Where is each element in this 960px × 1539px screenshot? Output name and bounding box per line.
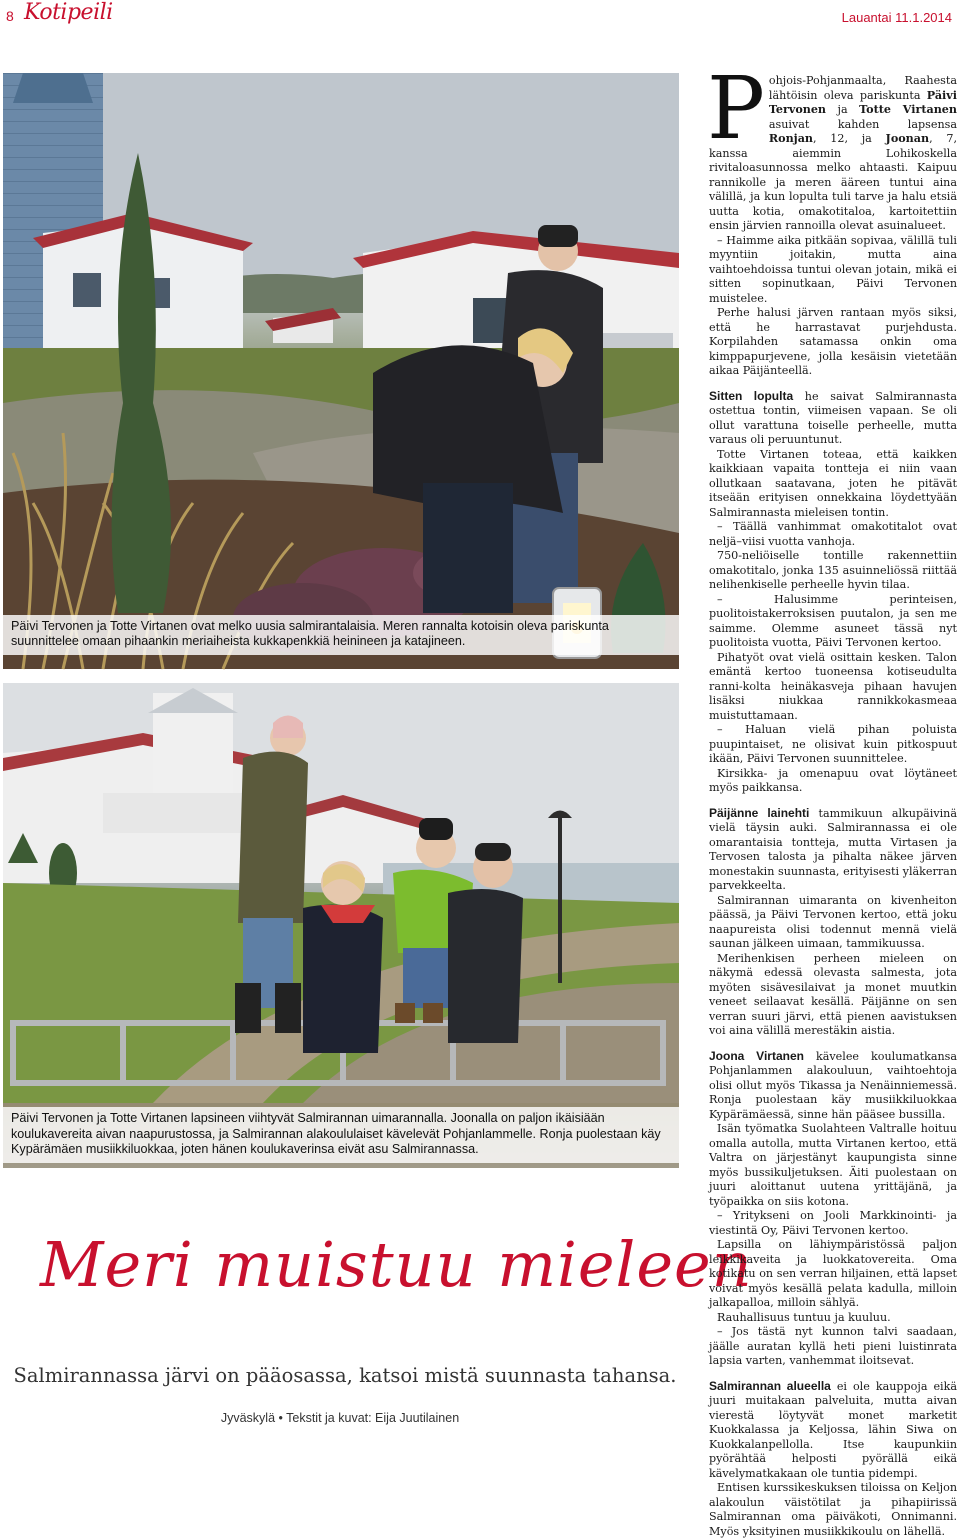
lead-text: asuivat kahden lapsensa [768, 117, 957, 131]
lead-paragraph [707, 59, 958, 234]
section-kicker: Päijänne lainehti [709, 805, 810, 820]
paragraph: Kirsikka- ja omenapuu ovat löytäneet myös paikkansa. [709, 766, 957, 794]
issue-date: Lauantai 11.1.2014 [841, 10, 952, 25]
page-header [0, 0, 960, 30]
photo-family-beach [3, 683, 679, 1168]
paragraph: Entisen kurssikeskuksen tiloissa on Keljon alakoulun väistötilat ja pihapiirissä Salmirannan oma päiväkoti, Onnimanni. Myös yksityinen musiikkikoulu on lähellä. [709, 1481, 957, 1538]
section-paragraph [709, 1379, 957, 1482]
paragraph: Isän työmatka Suolahteen Valtralle hoituu omalla autolla, mutta Virtanen kertoo, että Valtra on järjestänyt kaupungista sinne myös bussikuljetuksen. Äiti puolestaan on juuri aloittanut uutena yrittäjänä, ja työpaikka on siis kotona. [709, 1122, 957, 1208]
lead-text: ohjois-Pohjanmaalta, Raahesta lähtöisin oleva pariskunta [768, 74, 957, 102]
section-kicker: Sitten lopulta [709, 388, 794, 403]
article-body [707, 59, 958, 1539]
person-name: Totte Virtanen [859, 103, 957, 116]
lead-text: , 12, ja [813, 132, 886, 145]
paragraph: Totte Virtanen toteaa, että kaikken kaikkiaan vapaita tontteja ei niin vaan ollutkaan saatavana, joten he pitävät itseään erityisen onnekkaina löydettyään Salmirannasta mieleisen tontin. [709, 447, 957, 519]
paragraph: – Halusimme perinteisen, puolitoistakerroksisen puutalon, ja sen me saimme. Olemme asuneet tässä nyt puolitoista vuotta, Päivi Tervonen kertoo. [709, 592, 957, 649]
article-subtitle: Salmirannassa järvi on pääosassa, katsoi mistä suunnasta tahansa. [13, 1364, 677, 1387]
paragraph: Salmirannan uimaranta on kivenheiton päässä, ja Päivi Tervonen kertoo, että joku naapureista olisi todennut mennä vielä saunan jälkeen uimaan, tammikuussa. [709, 893, 957, 950]
paragraph-text: tammikuun alkupäivinä vielä täysin auki. Salmirannassa ei ole omarantaisia tontteja, mutta Virtasen ja Tervosen talosta ja pihalta näkee järven monestakin suunnasta, erityisesti yläkerran parvekkeelta. [709, 806, 957, 892]
article-headline: Meri muistuu mieleen [40, 1228, 753, 1301]
photo-caption: Päivi Tervonen ja Totte Virtanen lapsineen viihtyvät Salmirannan uimarannalla. Joonalla on paljon ikäisiään koulukavereita aivan naapurustossa, ja Salmirannan alakoululaiset kävelevät Pohjanlammelle. Ronja puolestaan käy Kypärämäen musiikkiluokkaa, joten hänen koulukaverinsa eivät asu Salmirannassa. [3, 1107, 679, 1163]
lead-text: , 7, kanssa aiemmin Lohikoskella rivitaloasunnossa melko ahtaasti. Kaipuu rannikolle ja meren ääreen tuntui aina välillä, ja kun lopulta tuli tarve ja halu etsiä uutta kotia, omakotitaloa, kartoitettiin ensin järvien rannoilla olevat asuinalueet. [709, 132, 958, 232]
paragraph: – Yritykseni on Jooli Markkinointi- ja viestintä Oy, Päivi Tervonen kertoo. [709, 1209, 957, 1237]
family-photo-illustration [3, 683, 679, 1168]
article-byline: Jyväskylä • Tekstit ja kuvat: Eija Juutilainen [220, 1411, 460, 1425]
lead-text: ja [826, 103, 860, 116]
person-name: Päivi Tervonen [768, 88, 957, 116]
paragraph: – Jos tästä nyt kunnon talvi saadaan, jäälle auratan kyllä heti pieni luistinrata lapsia varten, vanhemmat iloitsevat. [709, 1325, 957, 1367]
paragraph: – Haimme aika pitkään sopivaa, välillä tuli myyntiin joitakin, mutta aina vaihtoehdoissa tuntui olevan jotain, mikä ei sitten sopinutkaan, Päivi Tervonen muistelee. [709, 233, 957, 305]
garden-photo-illustration [3, 73, 679, 669]
page-number: 8 [6, 8, 14, 24]
person-name: Ronjan [768, 132, 814, 145]
section-logo: Kotipeili [24, 0, 113, 25]
section-kicker: Joona Virtanen [709, 1048, 804, 1063]
paragraph-text: kävelee koulumatkansa Pohjanlammen alakouluun, vaihtoehtoja olisi ollut myös Tikassa ja Nenäinniemessä. Ronja puolestaan käy musiikkiluokkaa Kypärämäessä, sinne hän pääsee bussilla. [709, 1049, 958, 1121]
photo-caption: Päivi Tervonen ja Totte Virtanen ovat melko uusia salmirantalaisia. Meren rannalta kotoisin oleva pariskunta suunnittelee omaan pihaankin meriaiheista kukkapenkkiä heinineen ja katajineen. [3, 615, 679, 655]
drop-cap: P [707, 59, 765, 159]
paragraph: Lapsilla on lähiympäristössä paljon leikkikaveita ja luokkatovereita. Oma kotikatu on sen verran hiljainen, että lapset voivat myös kesällä pelata kadulla, milloin jalkapalloa, milloin sählyä. [709, 1238, 957, 1309]
paragraph: – Haluan vielä pihan poluista puupintaiset, ne olisivat kuin pitkospuut ikään, Päivi Tervonen suunnittelee. [709, 723, 957, 765]
paragraph: 750-neliöiselle tontille rakennettiin omakotitalo, jonka 135 asuinneliössä riittää nelihenkiselle perheelle hyvin tilaa. [709, 549, 957, 591]
section-paragraph [709, 806, 957, 894]
photo-garden [3, 73, 679, 669]
section-paragraph [709, 389, 957, 448]
paragraph: Pihatyöt ovat vielä osittain kesken. Talon emäntä kertoo tuoneensa kotiseudulta ranni-kolta heinäkasveja pihaan havujen lisäksi niukkaa rannikkokasmeaa muistuttamaan. [709, 650, 957, 722]
person-name: Joonan [885, 132, 930, 145]
paragraph: – Täällä vanhimmat omakotitalot ovat neljä–viisi vuotta vanhoja. [709, 520, 957, 548]
paragraph-text: he saivat Salmirannasta ostettua tontin, viimeisen vapaan. Se oli ollut varattuna toiselle perheelle, mutta varaus oli peruuntunut. [709, 389, 957, 446]
paragraph-text: ei ole kauppoja eikä juuri muitakaan palveluita, mutta aivan vierestä löytyvät monet marketit Kuokkalassa ja Keljossa, lähin Siwa on Kuokkalanpellolla. Itse kaupunkiin pyörähtää helposti pyörällä eikä kävelymatkakaan ole tuntia pidempi. [709, 1379, 957, 1480]
paragraph: Rauhallisuus tuntuu ja kuuluu. [717, 1310, 891, 1324]
section-paragraph [709, 1049, 957, 1123]
paragraph: Merihenkisen perheen mieleen on näkymä edessä olevasta salmesta, jota myöten sisävesilaivat ja monet muutkin veneet seilaavat kesällä. Päijänne on sen verran suuri järvi, että pienen aavistuksen voi aina välillä merestäkin aistia. [709, 951, 957, 1037]
paragraph: Perhe halusi järven rantaan myös siksi, että he harrastavat purjehdusta. Korpilahden satamassa onkin oma kimppapurjevene, jolla kesäisin vietetään aikaa Päijänteellä. [709, 306, 957, 377]
section-kicker: Salmirannan alueella [709, 1378, 831, 1393]
